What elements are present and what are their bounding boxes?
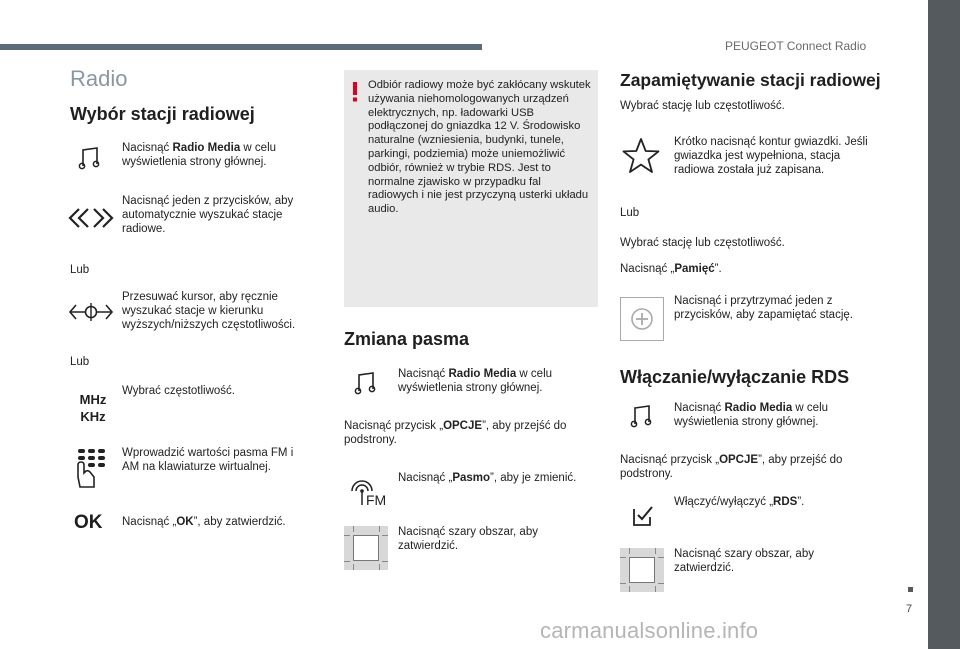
heading-band-change: Zmiana pasma <box>344 329 470 349</box>
memory-step: Nacisnąć „Pamięć”. <box>620 263 722 275</box>
band-step-pasmo: Nacisnąć „Pasmo”, aby je zmienić. <box>398 472 577 484</box>
step-virtual-keyboard: Wprowadzić wartości pasma FM i AM na klawiaturze wirtualnej. <box>122 447 294 473</box>
keypad-hand-icon <box>72 447 110 491</box>
header-title: PEUGEOT Connect Radio <box>725 39 867 53</box>
or-label-2: Lub <box>70 356 90 368</box>
preset-add-icon <box>620 297 664 341</box>
band-step-radio-media: Nacisnąć Radio Media w celu wyświetlenia strony głównej. <box>398 368 553 394</box>
slider-cursor-icon <box>68 302 114 322</box>
band-step-confirm: Nacisnąć szary obszar, aby zatwierdzić. <box>398 526 538 552</box>
hold-step: Nacisnąć i przytrzymać jeden z przycisków, aby zapamiętać stację. <box>674 295 853 321</box>
step-manual-search: Przesuwać kursor, aby ręcznie wyszukać stacje w kierunku wyższych/niższych częstotliwości. <box>122 291 296 331</box>
star-outline-icon <box>621 137 661 175</box>
fm-text: FM <box>366 492 387 507</box>
save-intro: Wybrać stację lub częstotliwość. <box>620 100 785 112</box>
page-number: 7 <box>906 603 913 615</box>
or-label-1: Lub <box>70 264 90 276</box>
star-step: Krótko nacisnąć kontur gwiazdki. Jeśli gwiazdka jest wypełniona, stacja radiowa została już zapisana. <box>674 136 868 176</box>
step-ok: Nacisnąć „OK”, aby zatwierdzić. <box>122 516 286 528</box>
step-auto-search: Nacisnąć jeden z przycisków, aby automatycznie wyszukać stacje radiowe. <box>122 195 294 235</box>
or-label-3: Lub <box>620 207 640 219</box>
header-accent-bar <box>0 44 482 50</box>
step-radio-media: Nacisnąć Radio Media w celu wyświetlenia strony głównej. <box>122 142 277 168</box>
rds-step-radio-media: Nacisnąć Radio Media w celu wyświetlenia strony głównej. <box>674 402 829 428</box>
ok-icon: OK <box>74 512 103 533</box>
section-title: Radio <box>70 66 128 91</box>
grey-area-icon <box>344 526 388 570</box>
step-select-frequency: Wybrać częstotliwość. <box>122 385 236 397</box>
music-note-icon <box>354 371 376 395</box>
heading-save-station: Zapamiętywanie stacji radiowej <box>620 70 881 90</box>
rds-step-options: Nacisnąć przycisk „OPCJE”, aby przejść do podstrony. <box>620 454 843 480</box>
music-note-icon <box>78 146 100 170</box>
radio-fm-icon <box>346 473 390 507</box>
heading-rds: Włączanie/wyłączanie RDS <box>620 367 850 387</box>
rds-step-confirm: Nacisnąć szary obszar, aby zatwierdzić. <box>674 548 814 574</box>
page-marker <box>908 587 913 592</box>
warning-text: Odbiór radiowy może być zakłócany wskutek używania niehomologowanych urządzeń elektrycznych, np. ładowarki USB podłączonej do gniazdka 12 V. Środowisko naturalne (wzniesienia, budynki, tunele, parkingi, podziemia) może uniemożliwić odbiór, również w trybie RDS. Jest to normalne zjawisko w przypadku fal radiowych i nie jest przyczyną usterki układu audio. <box>368 79 591 216</box>
chevrons-icon <box>68 207 114 229</box>
watermark: carmanualsonline.info <box>540 618 759 643</box>
rds-step-toggle: Włączyć/wyłączyć „RDS”. <box>674 496 805 508</box>
mhz-khz-icon: MHz KHz <box>79 392 107 424</box>
band-step-options: Nacisnąć przycisk „OPCJE”, aby przejść do podstrony. <box>344 420 567 446</box>
save-intro-2: Wybrać stację lub częstotliwość. <box>620 237 785 249</box>
checkbox-checked-icon <box>632 505 654 527</box>
heading-station-selection: Wybór stacji radiowej <box>70 104 255 124</box>
side-strip <box>928 0 960 649</box>
music-note-icon <box>630 404 652 428</box>
warning-mark-icon <box>352 82 358 107</box>
grey-area-icon <box>620 548 664 592</box>
